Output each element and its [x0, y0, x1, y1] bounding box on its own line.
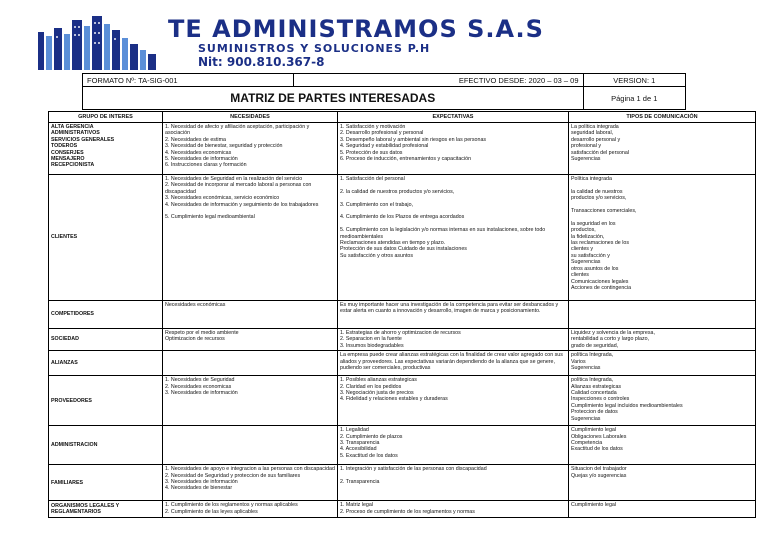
company-name: TE ADMINISTRAMOS S.A.S: [168, 15, 544, 43]
stakeholder-needs: 1. Necesidades de Seguridad en la realización del servicio 2. Necesidad de incorporar al mercado laboral a personas con discapacidad 3. Necesidades económicas, servicio económico 4. Necesidades de información y seguimiento de los trabajadores 5. Cumplimiento legal medioambiental: [163, 175, 338, 301]
communication-types: La política integrada seguridad laboral, desarrollo personal y profesional y satisfacción del personal Sugerencias: [569, 123, 756, 175]
column-header: NECESIDADES: [163, 112, 338, 123]
communication-types: Cumplimiento legal Obligaciones Laborales Competencia Exactitud de los datos: [569, 426, 756, 465]
communication-types: política Integrada, Alianzas estrategicas Calidad concertada Inspecciones o controles Cumplimiento legal incluidos medioambientales Proteccion de datos Sugerencias: [569, 376, 756, 426]
column-header: GRUPO DE INTERES: [49, 112, 163, 123]
matrix-header-row: [49, 112, 756, 123]
communication-types: política Integrada, Varios Sugerencias: [569, 351, 756, 376]
stakeholder-expectations: 1. Posibles alianzas estrategicas 2. Claridad en los pedidos 3. Negociación justa de precios 4. Fidelidad y relaciones estables y duraderas: [338, 376, 569, 426]
document-title: MATRIZ DE PARTES INTERESADAS: [83, 87, 584, 110]
format-code: FORMATO Nº: TA-SIG-001: [83, 74, 294, 87]
page-number: Página 1 de 1: [583, 87, 686, 110]
version: VERSION: 1: [583, 74, 686, 87]
stakeholder-expectations: 1. Matriz legal 2. Proceso de cumplimiento de los reglamentos y normas: [338, 501, 569, 518]
stakeholder-group: ALIANZAS: [49, 351, 163, 376]
stakeholder-expectations: 1. Satisfacción y motivación 2. Desarrollo profesional y personal 3. Desempeño laboral y ambiental sin riesgos en las personas 4. Seguridad y estabilidad profesional 5. Protección de sus datos 6. Proceso de inducción, entrenamientos y capacitación: [338, 123, 569, 175]
stakeholder-expectations: 1. Integración y satisfacción de las personas con discapacidad 2. Transparencia: [338, 465, 569, 501]
stakeholder-expectations: La empresa puede crear alianzas estratégicas con la finalidad de crear valor agregado con sus aliados y proveedores. Las expectativas variarán dependiendo de la alianza que se genere, pudiendo ser comerciales, productivas: [338, 351, 569, 376]
company-nit: Nit: 900.810.367-8: [198, 55, 325, 69]
stakeholder-expectations: Es muy importante hacer una investigación de la competencia para evitar ser desbancados y estar alerta en cuanto a innovación y desarrollo, imagen de marca y posicionamiento.: [338, 301, 569, 329]
table-row: [49, 465, 756, 501]
matrix-body: [49, 123, 756, 518]
stakeholder-group: FAMILIARES: [49, 465, 163, 501]
table-row: [49, 501, 756, 518]
stakeholder-group: CLIENTES: [49, 175, 163, 301]
stakeholder-group: ALTA GERENCIA ADMINISTRATIVOS SERVICIOS GENERALES TODEROS CONSERJES MENSAJERO RECEPCIONISTA: [49, 123, 163, 175]
stakeholder-needs: [163, 426, 338, 465]
communication-types: [569, 301, 756, 329]
stakeholder-needs: Necesidades económicas: [163, 301, 338, 329]
communication-types: Liquidez y solvencia de la empresa, rentabilidad a corto y largo plazo, grado de seguridad,: [569, 329, 756, 351]
communication-types: Política integrada la calidad de nuestros productos y/o servicios, Transacciones comerciales, la seguridad en los productos, la fidelización, las reclamaciones de los clientes y su satisfacción y Sugerencias otros asuntos de los clientes Comunicaciones legales Acciones de contingencia: [569, 175, 756, 301]
column-header: TIPOS DE COMUNICACIÓN: [569, 112, 756, 123]
stakeholder-expectations: 1. Satisfacción del personal 2. la calidad de nuestros productos y/o servicios, 3. Cumplimiento con el trabajo, 4. Cumplimiento de los Plazos de entrega acordados 5. Cumplimiento con la legislación y/o normas internas en sus instalaciones, sobre todo medioambientales Reclamaciones atendidas en tiempo y plazo. Protección de sus datos Cuidado de sus instalaciones Su satisfacción y otros asuntos: [338, 175, 569, 301]
communication-types: Situacion del trabajador Quejas y/o sugerencias: [569, 465, 756, 501]
stakeholder-needs: Respeto por el medio ambiente Optimizacion de recursos: [163, 329, 338, 351]
stakeholder-expectations: 1. Estrategias de ahorro y optimizacion de recursos 2. Separacion en la fuente 3. Insumos biodegradables: [338, 329, 569, 351]
stakeholder-group: COMPETIDORES: [49, 301, 163, 329]
stakeholder-needs: [163, 351, 338, 376]
table-row: [49, 376, 756, 426]
company-logo: [36, 14, 158, 72]
communication-types: Cumplimiento legal: [569, 501, 756, 518]
table-row: [49, 301, 756, 329]
stakeholder-expectations: 1. Legalidad 2. Cumplimiento de plazos 3. Transparencia 4. Accesibilidad 5. Exactitud de los datos: [338, 426, 569, 465]
table-row: [49, 426, 756, 465]
stakeholder-group: ORGANISMOS LEGALES Y REGLAMENTARIOS: [49, 501, 163, 518]
stakeholder-needs: 1. Necesidad de afecto y afiliación aceptación, participación y asociación 2. Necesidades de estima 3. Necesidad de bienestar, seguridad y protección 4. Necesidades economicas 5. Necesidades de información 6. Instrucciones claras y formación: [163, 123, 338, 175]
stakeholder-group: SOCIEDAD: [49, 329, 163, 351]
effective-date: EFECTIVO DESDE: 2020 – 03 – 09: [294, 74, 583, 87]
stakeholder-needs: 1. Necesidades de Seguridad 2. Necesidades economicas 3. Necesidades de información: [163, 376, 338, 426]
stakeholder-needs: 1. Necesidades de apoyo e integracion a las personas con discapacidad 2. Necesidad de Seguridad y proteccion de sus familiares 3. Necesidades de información 4. Necesidades de bienestar: [163, 465, 338, 501]
company-subtitle: SUMINISTROS Y SOLUCIONES P.H: [198, 42, 431, 55]
column-header: EXPECTATIVAS: [338, 112, 569, 123]
document-header: [82, 73, 686, 110]
company-block: [168, 16, 628, 69]
table-row: [49, 351, 756, 376]
stakeholder-group: PROVEEDORES: [49, 376, 163, 426]
stakeholder-matrix: [48, 111, 756, 518]
stakeholder-needs: 1. Cumplimiento de los reglamentos y normas aplicables 2. Cumplimiento de las leyes aplicables: [163, 501, 338, 518]
table-row: [49, 329, 756, 351]
table-row: [49, 175, 756, 301]
stakeholder-group: ADMINISTRACION: [49, 426, 163, 465]
table-row: [49, 123, 756, 175]
